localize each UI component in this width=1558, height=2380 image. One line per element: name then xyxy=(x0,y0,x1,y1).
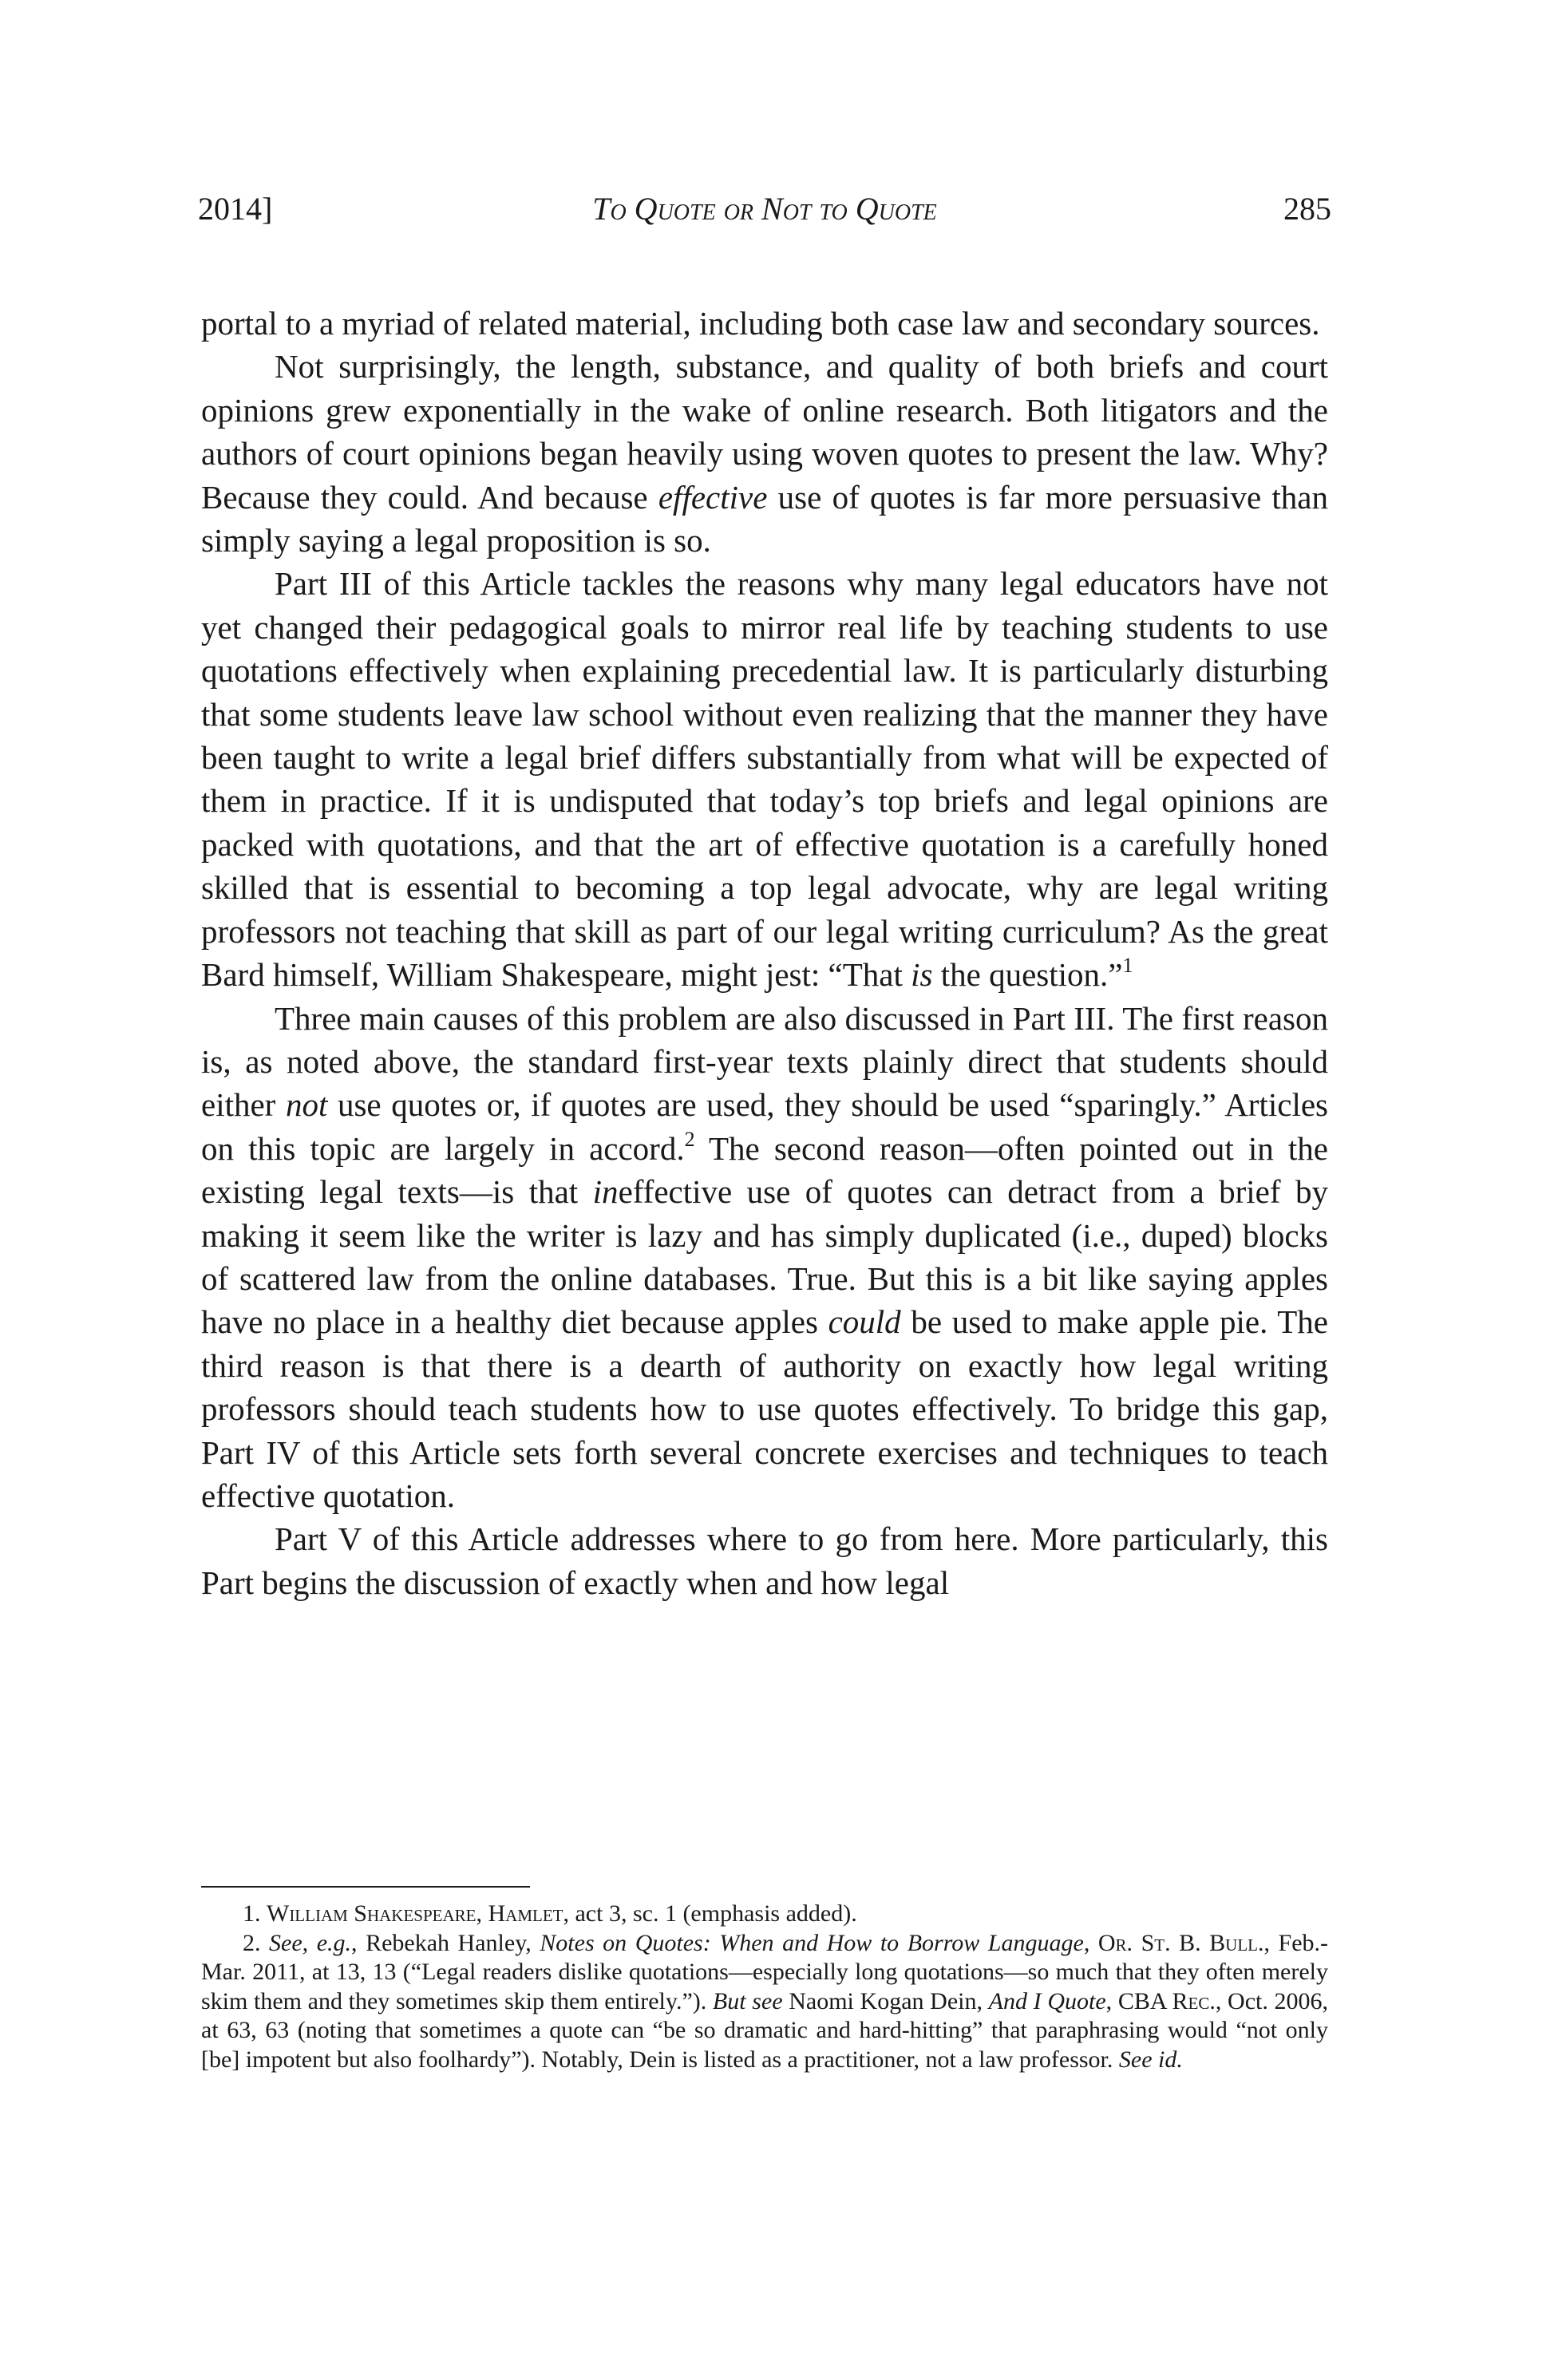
footnote-2 xyxy=(201,1929,1328,2075)
header-year: 2014] xyxy=(198,191,273,227)
footnote-2-title-1: Notes on Quotes: When and How to Borrow Language xyxy=(540,1929,1084,1956)
paragraph-2-emphasis: effective xyxy=(658,478,768,516)
footnote-2-text-d: Naomi Kogan Dein, xyxy=(782,1987,989,2014)
paragraph-4-emphasis-3: could xyxy=(828,1303,901,1341)
footnote-2-signal-see-id: See id. xyxy=(1118,2046,1183,2073)
paragraph-4-emphasis-2: in xyxy=(592,1173,619,1211)
article-body xyxy=(201,302,1328,1604)
paragraph-3-text-a: Part III of this Article tackles the reasons why many legal educators have not yet changed their pedagogical goals to mirror real life by teaching students to use quotations effectively when explaining precedential law. It is particularly disturbing that some students leave law school without even realizing that the manner they have been taught to write a legal brief differs substantially from what will be expected of them in practice. If it is undisputed that today’s top briefs and legal opinions are packed with quotations, and that the art of effective quotation is a carefully honed skilled that is essential to becoming a top legal advocate, why are legal writing professors not teaching that skill as part of our legal writing curriculum? As the great Bard himself, William Shakespeare, might jest: “That xyxy=(201,565,1328,994)
footnote-2-signal: See, e.g. xyxy=(269,1929,352,1956)
footnote-1-source: William Shakespeare, Hamlet xyxy=(267,1900,563,1927)
paragraph-4-text-e: be used to make apple pie. The third reason is that there is a dearth of authority on exactly how legal writing professors should teach students how to use quotes effectively. To bridge this gap, Part IV of this Article sets forth several concrete exercises and techniques to teach effective quotation. xyxy=(201,1303,1328,1514)
paragraph-2-text-b: use of quotes is far more persuasive than simply saying a legal proposition is so. xyxy=(201,478,1328,559)
paragraph-4 xyxy=(201,997,1328,1518)
footnote-2-text-a: , Rebekah Hanley, xyxy=(351,1929,540,1956)
footnote-2-journal-2: CBA Rec. xyxy=(1117,1987,1216,2014)
footnote-2-text-b: , xyxy=(1083,1929,1098,1956)
footnote-2-journal-1: Or. St. B. Bull. xyxy=(1097,1929,1264,1956)
paragraph-2-text-a: Not surprisingly, the length, substance, and quality of both briefs and court opinions grew exponentially in the wake of online research. Both litigators and the authors of court opinions began heavily using woven quotes to present the law. Why? Because they could. And because xyxy=(201,348,1328,516)
footnote-1-number: 1. xyxy=(243,1900,261,1927)
paragraph-3-emphasis: is xyxy=(911,956,933,994)
paragraph-4-text-d: effective use of quotes can detract from a brief by making it seem like the writer is lazy and has simply duplicated (i.e., duped) blocks of scattered law from the online databases. True. But this is a bit like saying apples have no place in a healthy diet because apples xyxy=(201,1173,1328,1341)
footnote-2-number: 2. xyxy=(243,1929,261,1956)
footnote-ref-2[interactable]: 2 xyxy=(684,1127,695,1151)
paragraph-1-text: portal to a myriad of related material, including both case law and secondary sources. xyxy=(201,305,1320,342)
paragraph-4-emphasis-1: not xyxy=(285,1086,328,1124)
footnote-2-signal-but-see: But see xyxy=(712,1987,783,2014)
footnote-divider xyxy=(201,1886,530,1888)
paragraph-5-text: Part V of this Article addresses where to go from here. More particularly, this Part begins the discussion of exactly when and how legal xyxy=(201,1520,1328,1601)
footnotes xyxy=(201,1900,1328,2075)
footnote-2-text-f: , Oct. 2006, at 63, 63 (noting that sometimes a quote can “be so dramatic and hard-hitting” that paraphrasing would “not only [be] impotent but also foolhardy”). Notably, Dein is listed as a practitioner, not a law professor. xyxy=(201,1987,1329,2073)
paragraph-4-text-b: use quotes or, if quotes are used, they should be used “sparingly.” Articles on this topic are largely in accord. xyxy=(201,1086,1328,1167)
header-title: To Quote or Not to Quote xyxy=(592,191,937,227)
paragraph-5 xyxy=(201,1517,1328,1604)
paragraph-3-text-b: the question.” xyxy=(932,956,1123,994)
paragraph-2 xyxy=(201,345,1328,562)
footnote-2-title-2: And I Quote xyxy=(988,1987,1106,2014)
footnote-ref-1[interactable]: 1 xyxy=(1122,954,1133,978)
footnote-1 xyxy=(201,1900,1328,1929)
page-number: 285 xyxy=(1283,191,1331,227)
footnote-2-text-c: , Feb.-Mar. 2011, at 13, 13 (“Legal readers dislike quotations—especially long quotations—so much that they often merely skim them and they sometimes skip them entirely.”). xyxy=(201,1929,1329,2014)
footnote-1-text: , act 3, sc. 1 (emphasis added). xyxy=(563,1900,857,1927)
footnote-2-text-e: , xyxy=(1105,1987,1118,2014)
running-head xyxy=(198,185,1331,233)
paragraph-4-text-a: Three main causes of this problem are also discussed in Part III. The first reason is, as noted above, the standard first-year texts plainly direct that students should either xyxy=(201,999,1328,1124)
paragraph-4-text-c: The second reason—often pointed out in the existing legal texts—is that xyxy=(201,1129,1328,1211)
paragraph-3 xyxy=(201,562,1328,996)
paragraph-1 xyxy=(201,302,1328,345)
